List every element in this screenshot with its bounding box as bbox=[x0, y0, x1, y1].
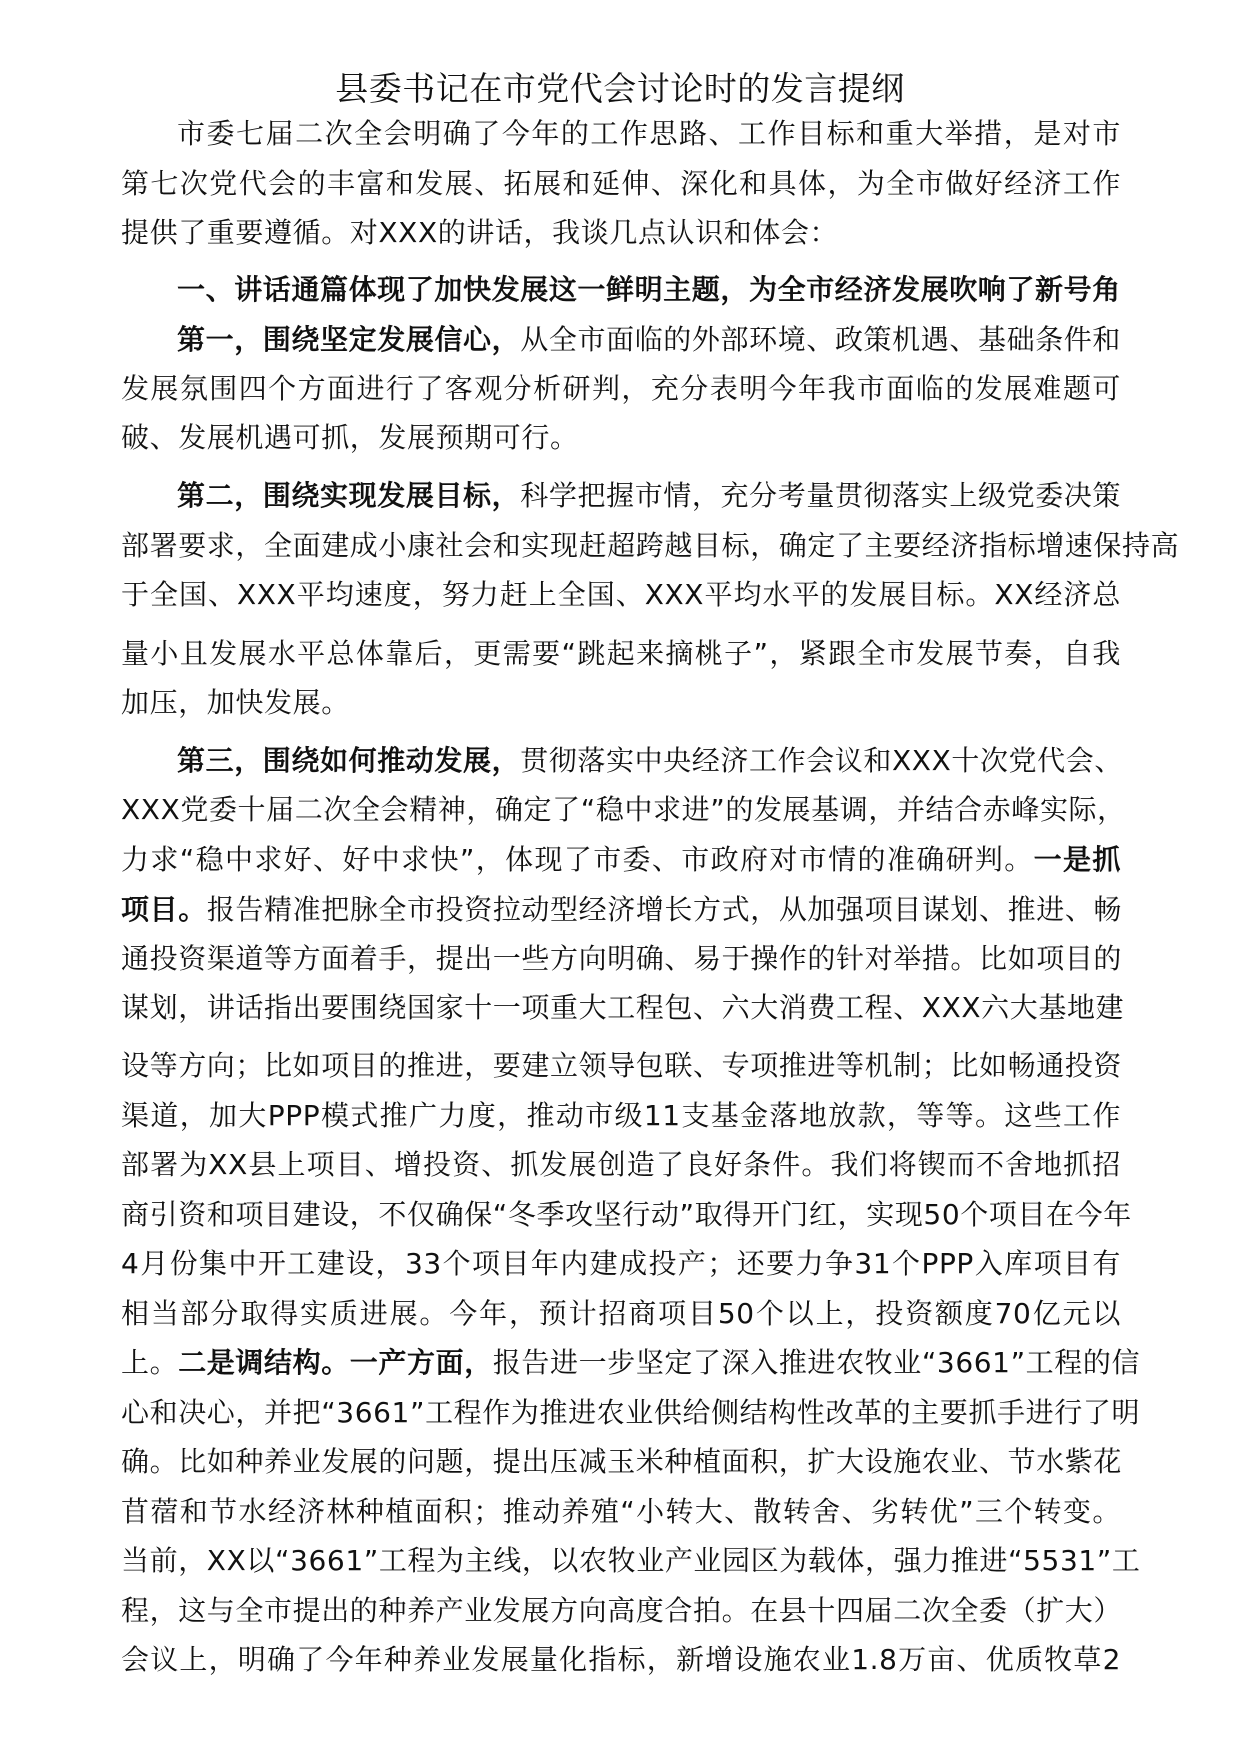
text-run: 渠道，加大PPP模式推广力度，推动市级11支基金落地放款，等等。这些工作 bbox=[121, 1099, 1121, 1132]
body-line bbox=[121, 526, 1180, 566]
body-line bbox=[121, 1442, 1121, 1482]
body-line bbox=[121, 369, 1121, 409]
body-line bbox=[121, 1195, 1132, 1235]
body-line bbox=[177, 270, 1121, 310]
bold-text: 一是抓 bbox=[1033, 843, 1121, 876]
text-run: 破、发展机遇可抓，发展预期可行。 bbox=[121, 421, 579, 454]
body-line bbox=[121, 164, 1121, 204]
body-line bbox=[121, 1343, 1141, 1383]
bold-text: 第二，围绕实现发展目标， bbox=[177, 479, 521, 512]
text-run: 上。 bbox=[121, 1346, 179, 1379]
bold-text: 一、讲话通篇体现了加快发展这一鲜明主题，为全市经济发展吹响了新号角 bbox=[177, 273, 1121, 306]
body-line bbox=[121, 840, 1121, 880]
text-run: 部署要求，全面建成小康社会和实现赶超跨越目标，确定了主要经济指标增速保持高 bbox=[121, 529, 1180, 562]
bold-text: 二是调结构。一产方面， bbox=[178, 1346, 493, 1379]
body-line bbox=[121, 790, 1126, 830]
text-run: 科学把握市情，充分考量贯彻落实上级党委决策 bbox=[520, 479, 1122, 512]
text-run: XXX党委十届二次全会精神，确定了“稳中求进”的发展基调，并结合赤峰实际， bbox=[121, 793, 1126, 826]
body-line bbox=[177, 320, 1121, 360]
text-run: 力求“稳中求好、好中求快”，体现了市委、市政府对市情的准确研判。 bbox=[121, 843, 1034, 876]
text-run: 确。比如种养业发展的问题，提出压减玉米种植面积，扩大设施农业、节水紫花 bbox=[121, 1445, 1123, 1478]
text-run: 商引资和项目建设，不仅确保“冬季攻坚行动”取得开门红，实现50个项目在今年 bbox=[121, 1198, 1132, 1231]
text-run: 报告精准把脉全市投资拉动型经济增长方式，从加强项目谋划、推进、畅 bbox=[206, 893, 1123, 926]
body-line bbox=[177, 476, 1121, 516]
body-line bbox=[121, 939, 1121, 979]
bold-text: 第一，围绕坚定发展信心， bbox=[177, 323, 521, 356]
body-line bbox=[121, 1294, 1121, 1334]
text-run: 相当部分取得实质进展。今年，预计招商项目50个以上，投资额度70亿元以 bbox=[121, 1297, 1121, 1330]
text-run: 部署为XX县上项目、增投资、抓发展创造了良好条件。我们将锲而不舍地抓招 bbox=[121, 1148, 1121, 1181]
body-line bbox=[121, 213, 1121, 253]
bold-text: 项目。 bbox=[121, 893, 207, 926]
body-line bbox=[121, 988, 1125, 1028]
text-run: 从全市面临的外部环境、政策机遇、基础条件和 bbox=[520, 323, 1122, 356]
text-run: 报告进一步坚定了深入推进农牧业“3661”工程的信 bbox=[492, 1346, 1141, 1379]
body-line bbox=[121, 1541, 1141, 1581]
text-run: 通投资渠道等方面着手，提出一些方向明确、易于操作的针对举措。比如项目的 bbox=[121, 942, 1123, 975]
text-run: 于全国、XXX平均速度，努力赶上全国、XXX平均水平的发展目标。XX经济总 bbox=[121, 578, 1121, 611]
body-line bbox=[121, 1244, 1121, 1284]
body-line bbox=[121, 418, 1121, 458]
text-run: 第七次党代会的丰富和发展、拓展和延伸、深化和具体，为全市做好经济工作 bbox=[121, 167, 1121, 200]
text-run: 4月份集中开工建设，33个项目年内建成投产；还要力争31个PPP入库项目有 bbox=[121, 1247, 1121, 1280]
body-line bbox=[121, 1591, 1121, 1631]
text-run: 心和决心，并把“3661”工程作为推进农业供给侧结构性改革的主要抓手进行了明 bbox=[121, 1396, 1141, 1429]
text-run: 量小且发展水平总体靠后，更需要“跳起来摘桃子”，紧跟全市发展节奏，自我 bbox=[121, 637, 1121, 670]
document-title: 县委书记在市党代会讨论时的发言提纲 bbox=[335, 69, 905, 108]
text-run: 发展氛围四个方面进行了客观分析研判，充分表明今年我市面临的发展难题可 bbox=[121, 372, 1121, 405]
body-line bbox=[177, 741, 1121, 781]
text-run: 谋划，讲话指出要围绕国家十一项重大工程包、六大消费工程、XXX六大基地建 bbox=[121, 991, 1125, 1024]
body-line bbox=[121, 634, 1121, 674]
body-line bbox=[121, 1145, 1121, 1185]
text-run: 会议上，明确了今年种养业发展量化指标，新增设施农业1.8万亩、优质牧草2 bbox=[121, 1643, 1121, 1676]
body-line bbox=[121, 683, 1121, 723]
text-run: 程，这与全市提出的种养产业发展方向高度合拍。在县十四届二次全委（扩大） bbox=[121, 1594, 1123, 1627]
text-run: 设等方向；比如项目的推进，要建立领导包联、专项推进等机制；比如畅通投资 bbox=[121, 1049, 1123, 1082]
text-run: 苜蓿和节水经济林种植面积；推动养殖“小转大、散转舍、劣转优”三个转变。 bbox=[121, 1495, 1121, 1528]
bold-text: 第三，围绕如何推动发展， bbox=[177, 744, 521, 777]
body-line bbox=[121, 1046, 1121, 1086]
text-run: 当前，XX以“3661”工程为主线，以农牧业产业园区为载体，强力推进“5531”工 bbox=[121, 1544, 1141, 1577]
body-line bbox=[121, 1492, 1121, 1532]
body-line bbox=[121, 1393, 1141, 1433]
body-line bbox=[121, 575, 1121, 615]
body-line bbox=[121, 890, 1121, 930]
body-line bbox=[121, 1096, 1121, 1136]
text-run: 提供了重要遵循。对XXX的讲话，我谈几点认识和体会： bbox=[121, 216, 839, 249]
body-line bbox=[177, 114, 1121, 154]
text-run: 加压，加快发展。 bbox=[121, 686, 350, 719]
body-line bbox=[121, 1640, 1121, 1680]
text-run: 市委七届二次全会明确了今年的工作思路、工作目标和重大举措，是对市 bbox=[177, 117, 1121, 150]
text-run: 贯彻落实中央经济工作会议和XXX十次党代会、 bbox=[520, 744, 1123, 777]
